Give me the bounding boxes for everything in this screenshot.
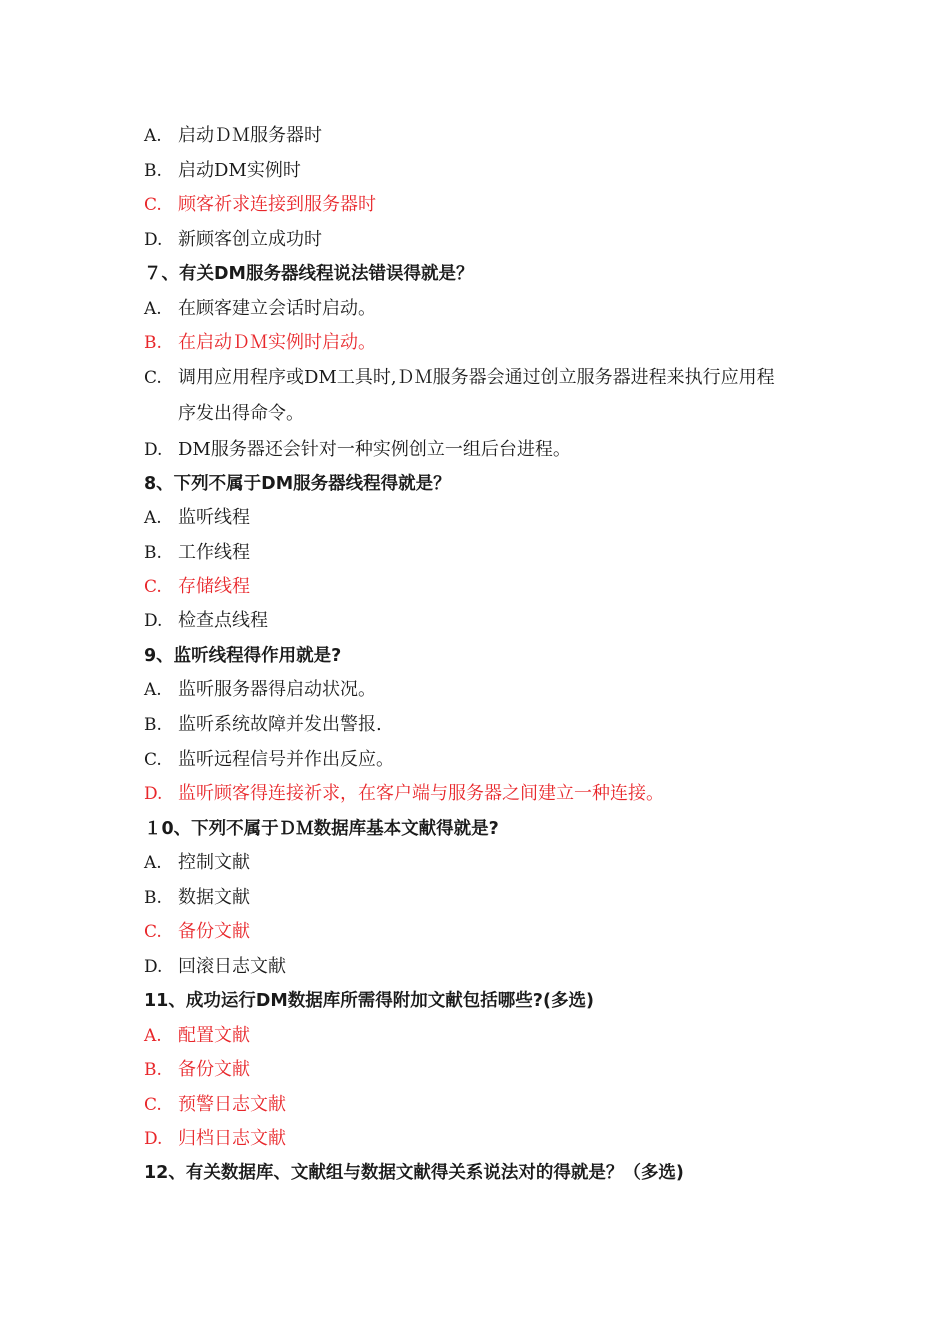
option-letter: D.: [144, 784, 163, 804]
option-letter: C.: [144, 195, 162, 215]
option-continuation: 序发出得命令。: [178, 403, 304, 424]
option-letter: C.: [144, 368, 162, 388]
option-letter: C.: [144, 577, 162, 597]
option-text: 调用应用程序或DM工具时,ＤＭ服务器会通过创立服务器进程来执行应用程: [178, 367, 775, 388]
option-text: DM服务器还会针对一种实例创立一组后台进程。: [178, 439, 571, 460]
option-text: 备份文献: [178, 921, 250, 942]
option-text: 备份文献: [178, 1059, 250, 1080]
option-letter: D.: [144, 440, 163, 460]
option-letter: A.: [144, 508, 162, 528]
option-letter: A.: [144, 1026, 162, 1046]
question-heading: 9、监听线程得作用就是?: [144, 646, 342, 666]
option-letter: B.: [144, 715, 162, 735]
option-letter: A.: [144, 853, 162, 873]
option-letter: B.: [144, 888, 162, 908]
option-text: 启动ＤＭ服务器时: [178, 125, 322, 146]
option-letter: B.: [144, 161, 162, 181]
option-text: 预警日志文献: [178, 1094, 286, 1115]
option-text: 在顾客建立会话时启动。: [178, 298, 376, 319]
option-letter: B.: [144, 333, 162, 353]
option-letter: A.: [144, 299, 162, 319]
option-letter: B.: [144, 543, 162, 563]
option-text: 检查点线程: [178, 610, 268, 631]
option-letter: C.: [144, 922, 162, 942]
option-text: 归档日志文献: [178, 1128, 286, 1149]
question-heading: 11、成功运行DM数据库所需得附加文献包括哪些?(多选): [144, 991, 594, 1011]
option-letter: C.: [144, 750, 162, 770]
option-letter: B.: [144, 1060, 162, 1080]
option-text: 新顾客创立成功时: [178, 229, 322, 250]
option-text: 工作线程: [178, 542, 250, 563]
question-heading: １0、下列不属于ＤＭ数据库基本文献得就是?: [144, 819, 499, 839]
option-text: 监听线程: [178, 507, 250, 528]
question-heading: 12、有关数据库、文献组与数据文献得关系说法对的得就是？（多选): [144, 1163, 684, 1183]
option-letter: A.: [144, 126, 162, 146]
option-text: 监听顾客得连接祈求，在客户端与服务器之间建立一种连接。: [178, 783, 664, 804]
option-letter: C.: [144, 1095, 162, 1115]
option-text: 回滚日志文献: [178, 956, 286, 977]
option-text: 存储线程: [178, 576, 250, 597]
option-text: 监听服务器得启动状况。: [178, 679, 376, 700]
option-text: 监听远程信号并作出反应。: [178, 749, 394, 770]
option-text: 数据文献: [178, 887, 250, 908]
option-text: 配置文献: [178, 1025, 250, 1046]
option-text: 启动DM实例时: [178, 160, 301, 181]
option-text: 顾客祈求连接到服务器时: [178, 194, 376, 215]
option-letter: D.: [144, 611, 163, 631]
option-letter: A.: [144, 680, 162, 700]
option-letter: D.: [144, 957, 163, 977]
option-text: 控制文献: [178, 852, 250, 873]
question-heading: ７、有关DM服务器线程说法错误得就是？: [144, 264, 474, 284]
option-letter: D.: [144, 1129, 163, 1149]
option-text: 监听系统故障并发出警报.: [178, 714, 382, 735]
option-text: 在启动ＤＭ实例时启动。: [178, 332, 376, 353]
question-heading: 8、下列不属于DM服务器线程得就是？: [144, 474, 451, 494]
option-letter: D.: [144, 230, 163, 250]
